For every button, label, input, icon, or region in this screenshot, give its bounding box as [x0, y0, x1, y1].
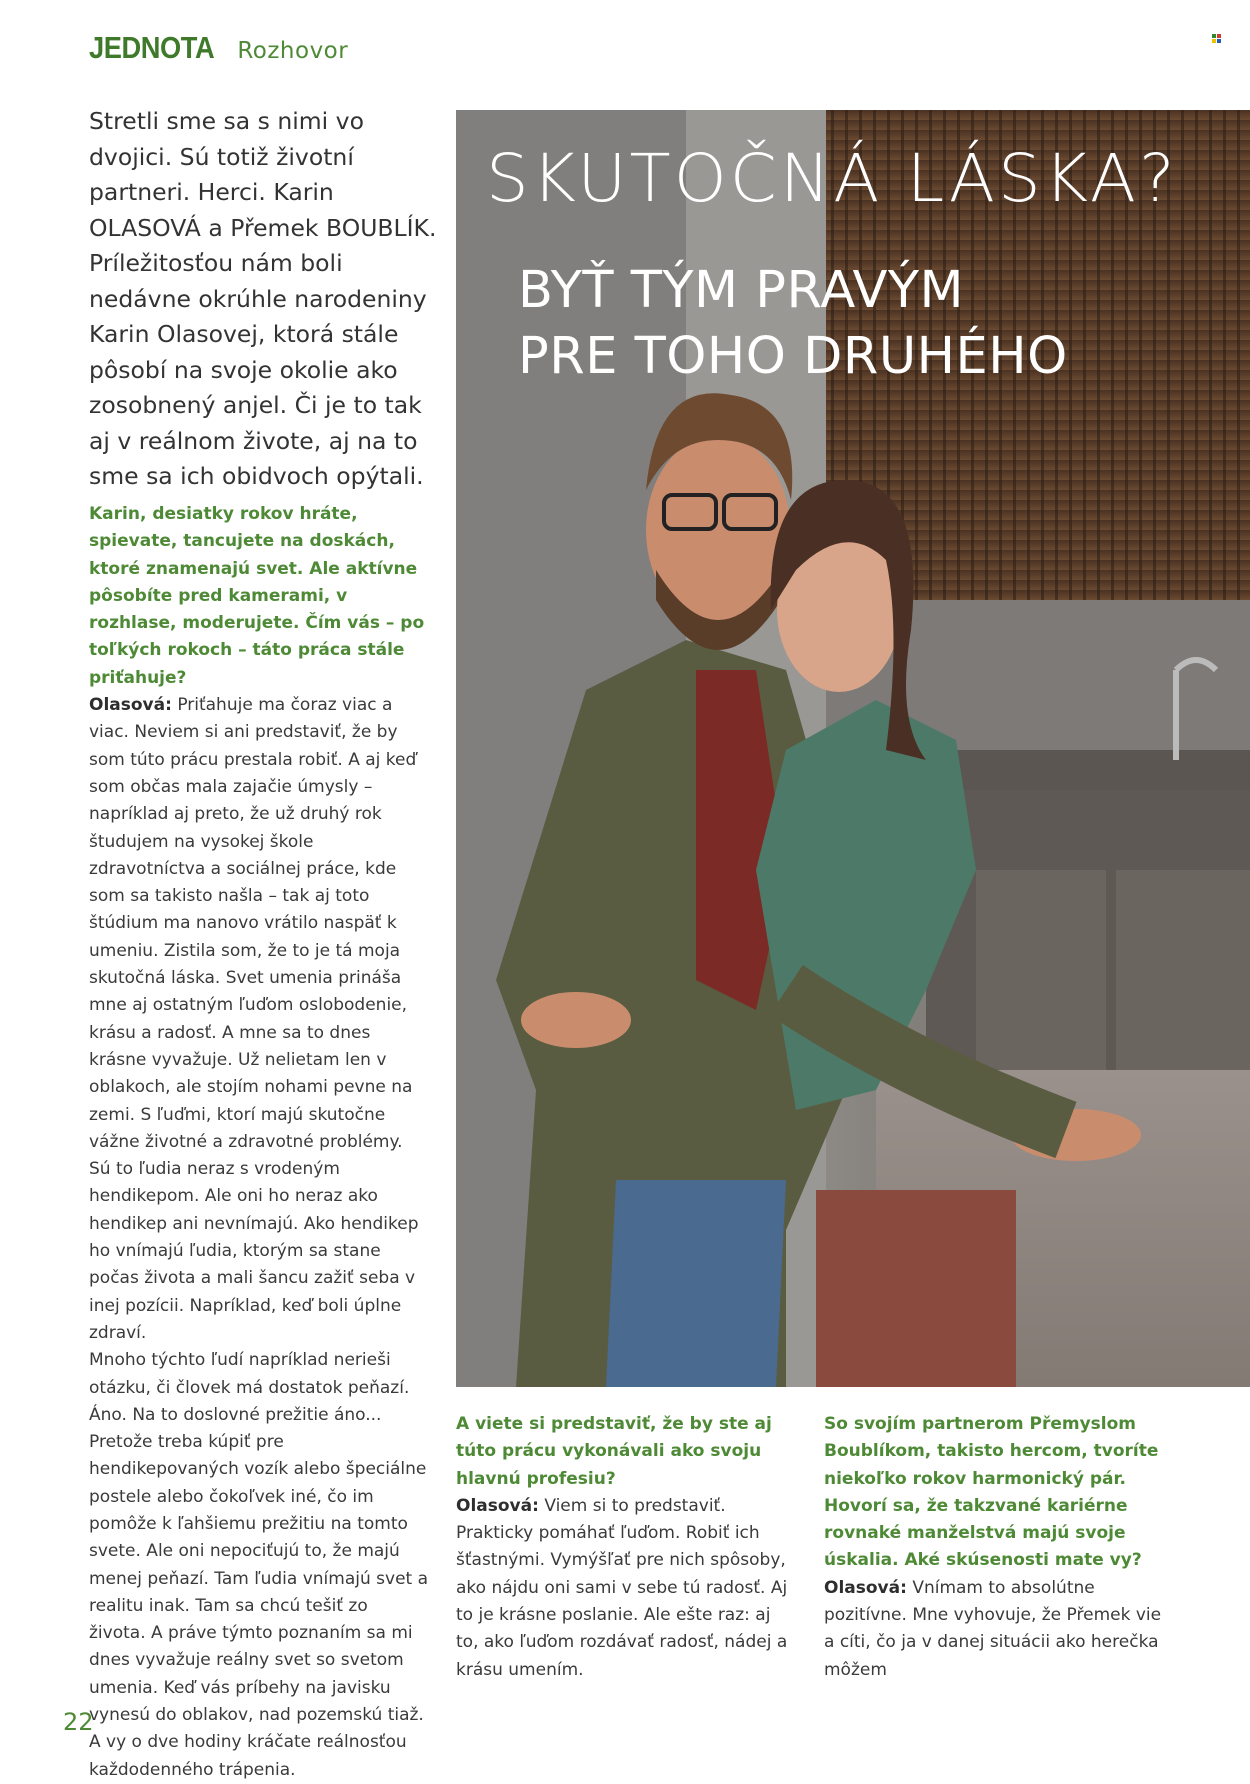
corner-mark-icon [1212, 34, 1222, 44]
article-column-2 [456, 1411, 796, 1684]
speaker-label: Olasová: [89, 695, 172, 716]
headline-line-2: PRE TOHO DRUHÉHO [518, 327, 1068, 386]
page-number: 22 [63, 1708, 94, 1736]
interview-question: Karin, desiatky rokov hráte, spievate, tancujete na doskách, ktoré znamenajú svet. Ale aktívne pôsobíte pred kamerami, v rozhlase, moderujete. Čím vás – po toľkých rokoch – táto práca stále priťahuje? [89, 504, 425, 688]
answer-paragraph: Mnoho týchto ľudí napríklad nerieši otázku, či človek má dostatok peňazí. Áno. Na to doslovné prežitie áno... Pretože treba kúpiť pre hendikepovaných vozík alebo špeciálne postele alebo čokoľvek iné, čo im pomôže k ľahšiemu prežitiu na tomto svete. Ale oni nepociťujú to, že majú menej peňazí. Tam ľudia vnímajú svet a realitu inak. Tam sa chcú tešiť zo života. A práve týmto poznaním sa mi dnes vyvažuje reálny svet so svetom umenia. Keď vás príbehy na javisku vynesú do oblakov, nad pozemskú tiaž. A vy o dve hodiny kráčate reálnosťou každodenného trápenia. [89, 1350, 429, 1780]
hero-photo [456, 110, 1250, 1387]
lead-paragraph: Stretli sme sa s nimi vo dvojici. Sú totiž životní partneri. Herci. Karin OLASOVÁ a Přemek BOUBLÍK. Príležitosťou nám boli nedávne okrúhle narodeniny Karin Olasovej, ktorá stále pôsobí na svoje okolie ako zosobnený anjel. Či je to tak aj v reálnom živote, aj na to sme sa ich obidvoch opýtali. [89, 107, 437, 490]
interview-question: So svojím partnerom Přemyslom Boublíkom, takisto hercom, tvoríte niekoľko rokov harmonický pár. Hovorí sa, že takzvané kariérne rovnaké manželstvá majú svoje úskalia. Aké skúsenosti mate vy? [824, 1414, 1159, 1571]
article-column-3 [824, 1411, 1164, 1684]
answer-text: Priťahuje ma čoraz viac a viac. Neviem si ani predstaviť, že by som túto prácu prestala robiť. A aj keď som občas mala zajačie úmysly – napríklad aj preto, že už druhý rok študujem na vysokej škole zdravotníctva a sociálnej práce, kde som sa takisto našla – tak aj toto štúdium ma nanovo vrátilo naspäť k umeniu. Zistila som, že to je tá moja skutočná láska. Svet umenia prináša mne aj ostatným ľuďom oslobodenie, krásu a radosť. A mne sa to dnes krásne vyvažuje. Už nelietam len v oblakoch, ale stojím nohami pevne na zemi. S ľuďmi, ktorí majú skutočne vážne životné a zdravotné problémy. Sú to ľudia neraz s vrodeným hendikepom. Ale oni ho neraz ako hendikep ani nevnímajú. Ako hendikep ho vnímajú ľudia, ktorým sa stane počas života a mali šancu zažiť seba v inej pozícii. Napríklad, keď boli úplne zdraví. [89, 695, 419, 1343]
headline-script: SKUTOČNÁ LÁSKA? [486, 140, 1178, 217]
interview-question: A viete si predstaviť, že by ste aj túto prácu vykonávali ako svoju hlavnú profesiu? [456, 1414, 772, 1489]
answer-text: Viem si to predstaviť. Prakticky pomáhať ľuďom. Robiť ich šťastnými. Vymýšľať pre nich spôsoby, ako nájdu oni sami v sebe tú radosť. Aj to je krásne poslanie. Ale ešte raz: aj to, ako ľuďom rozdávať radosť, nádej a krásu umením. [456, 1495, 788, 1680]
section-label: Rozhovor [237, 38, 349, 64]
speaker-label: Olasová: [824, 1577, 907, 1598]
headline-line-1: BYŤ TÝM PRAVÝM [518, 261, 965, 320]
brand-logo: JEDNOTA [89, 30, 215, 65]
interview-answer [824, 1575, 1164, 1684]
answer-text: Vnímam to absolútne pozitívne. Mne vyhovuje, že Přemek vie a cíti, čo ja v danej situácii ako herečka môžem [824, 1577, 1162, 1680]
speaker-label: Olasová: [456, 1495, 539, 1516]
interview-answer [456, 1493, 796, 1684]
interview-answer [89, 692, 429, 1347]
article-column-1 [89, 501, 429, 1784]
headline-main [518, 258, 1068, 390]
magazine-header [89, 30, 348, 70]
